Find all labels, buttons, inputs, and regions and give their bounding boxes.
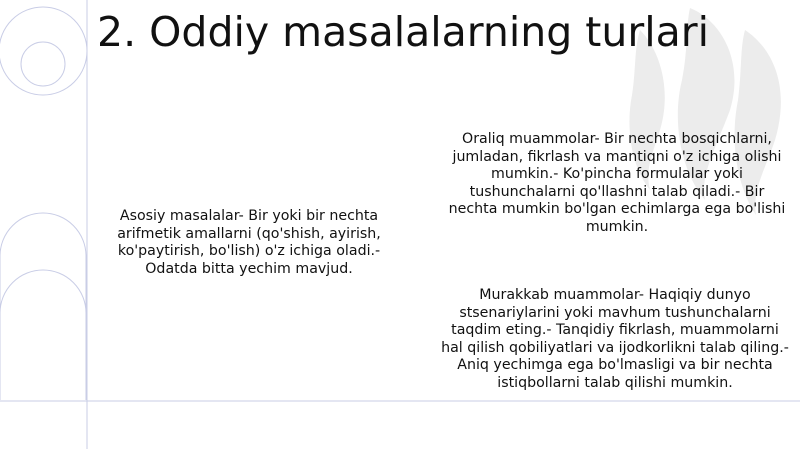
text-block-intermediate-problems: Oraliq muammolar- Bir nechta bosqichlarni, jumladan, fikrlash va mantiqni o'z ichiga olishi mumkin.- Ko'pincha formulalar yoki tushunchalarni qo'llashni talab qiladi.- Bir nechta mumkin bo'lgan echimlarga ega bo'lishi mumkin. bbox=[448, 131, 786, 235]
text-block-basic-problems: Asosiy masalalar- Bir yoki bir nechta arifmetik amallarni (qo'shish, ayirish, ko'paytirish, bo'lish) o'z ichiga oladi.- Odatda bitta yechim mavjud. bbox=[117, 208, 381, 277]
text-block-complex-problems: Murakkab muammolar- Haqiqiy dunyo stsenariylarini yoki mavhum tushunchalarni taqdim eting.- Tanqidiy fikrlash, muammolarni hal qilish qobiliyatlari va ijodkorlikni talab qiling.- Aniq yechimga ega bo'lmasligi va bir nechta istiqbollarni talab qilishi mumkin. bbox=[441, 287, 789, 391]
slide-title: 2. Oddiy masalalarning turlari bbox=[97, 8, 709, 56]
